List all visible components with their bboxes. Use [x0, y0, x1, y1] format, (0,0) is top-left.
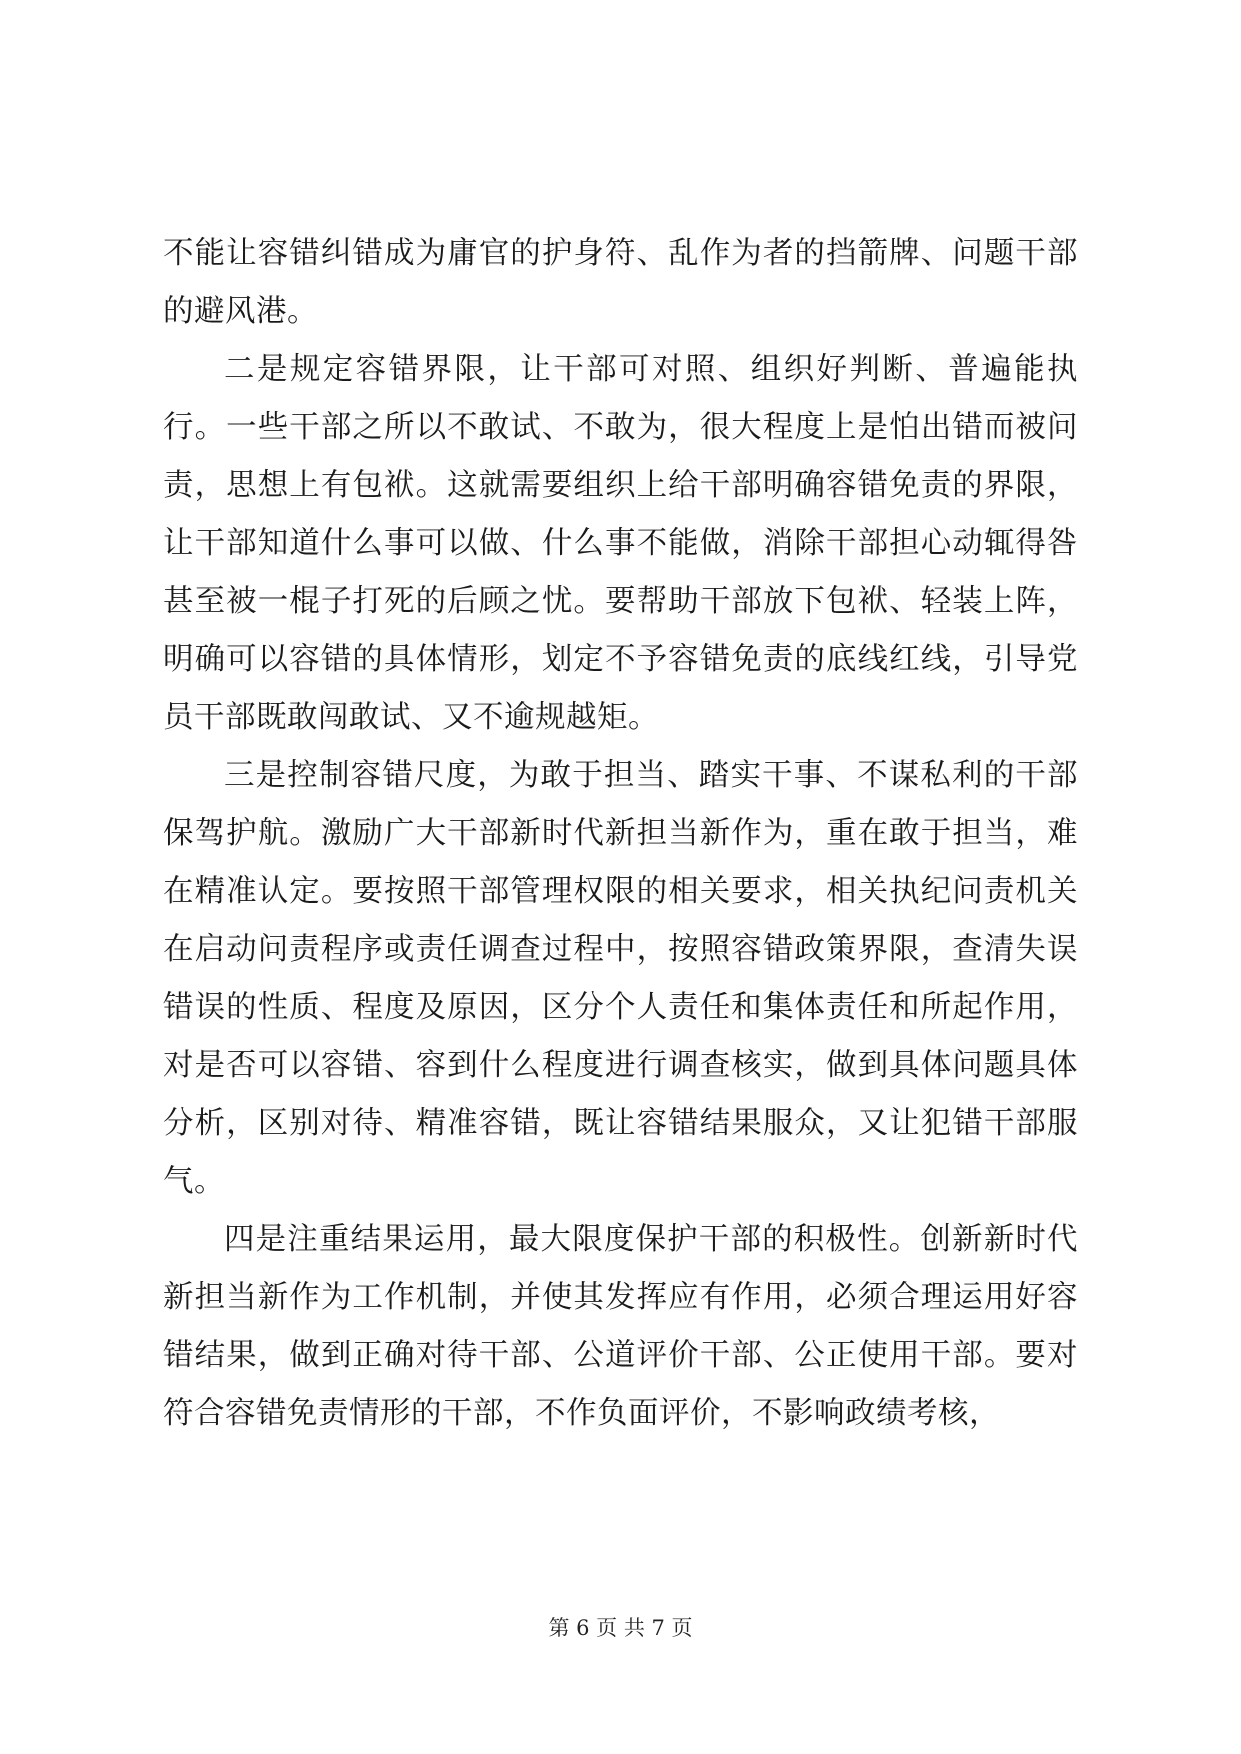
paragraph-point-three: 三是控制容错尺度，为敢于担当、踏实干事、不谋私利的干部保驾护航。激励广大干部新时代新担当新作为，重在敢于担当，难在精准认定。要按照干部管理权限的相关要求，相关执纪问责机关在启动问责程序或责任调查过程中，按照容错政策界限，查清失误错误的性质、程度及原因，区分个人责任和集体责任和所起作用，对是否可以容错、容到什么程度进行调查核实，做到具体问题具体分析，区别对待、精准容错，既让容错结果服众，又让犯错干部服气。 [163, 758, 1078, 1199]
page-number-footer: 第 6 页 共 7 页 [548, 1616, 693, 1640]
paragraph-continuation: 不能让容错纠错成为庸官的护身符、乱作为者的挡箭牌、问题干部的避风港。 [163, 236, 1078, 329]
document-body [163, 225, 1078, 1443]
paragraph-point-four: 四是注重结果运用，最大限度保护干部的积极性。创新新时代新担当新作为工作机制，并使其发挥应有作用，必须合理运用好容错结果，做到正确对待干部、公道评价干部、公正使用干部。要对符合容错免责情形的干部，不作负面评价，不影响政绩考核， [163, 1222, 1078, 1431]
paragraph-point-two: 二是规定容错界限，让干部可对照、组织好判断、普遍能执行。一些干部之所以不敢试、不敢为，很大程度上是怕出错而被问责，思想上有包袱。这就需要组织上给干部明确容错免责的界限，让干部知道什么事可以做、什么事不能做，消除干部担心动辄得咎甚至被一棍子打死的后顾之忧。要帮助干部放下包袱、轻装上阵，明确可以容错的具体情形，划定不予容错免责的底线红线，引导党员干部既敢闯敢试、又不逾规越矩。 [163, 352, 1078, 735]
